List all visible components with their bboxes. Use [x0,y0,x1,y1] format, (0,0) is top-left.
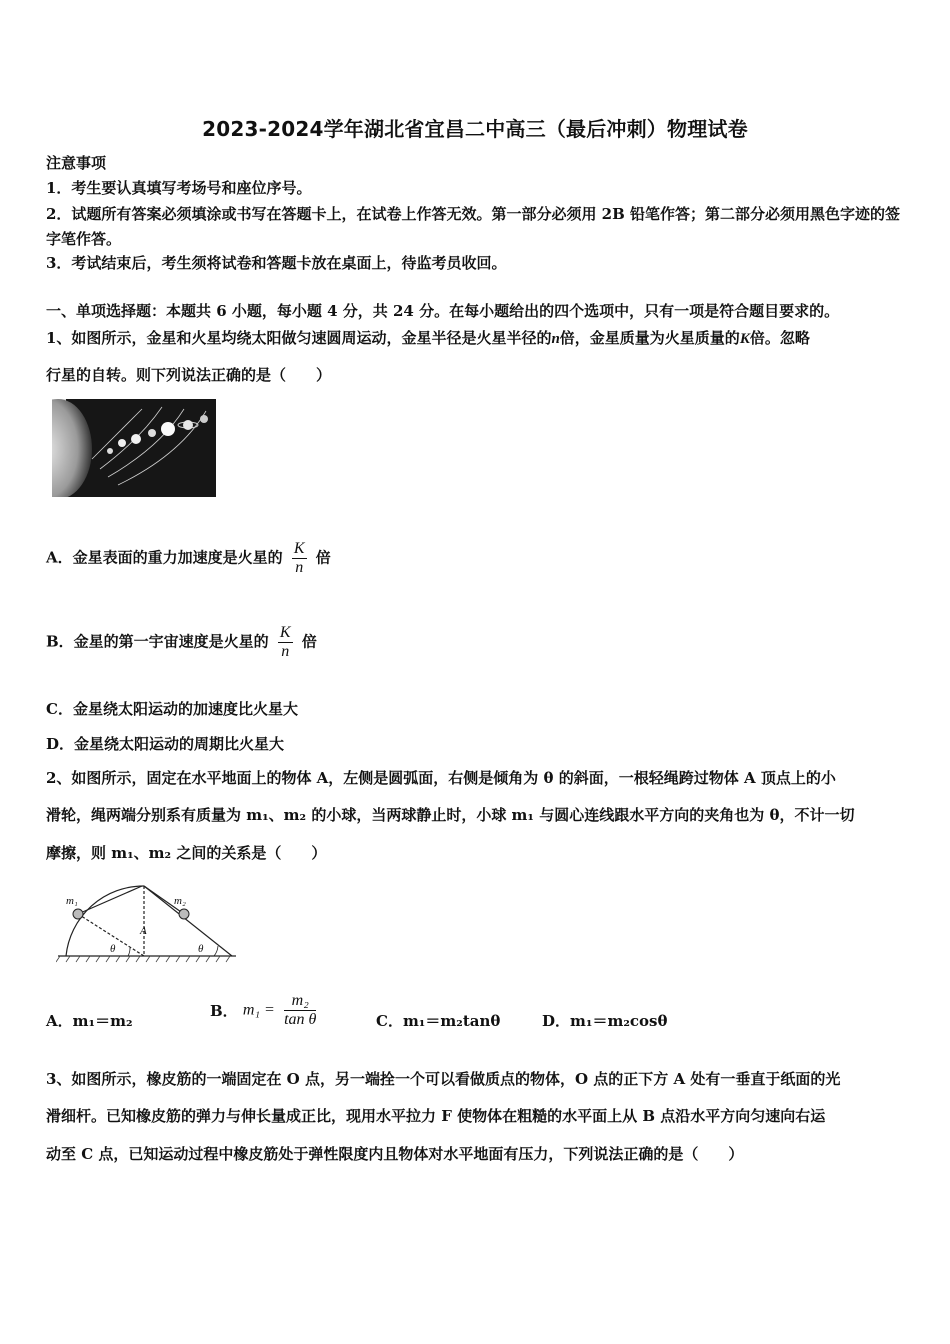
label-m2: m₂ [174,895,186,907]
notice-item-1: 1．考生要认真填写考场号和座位序号。 [46,179,312,197]
q1-option-b[interactable]: B．金星的第一宇宙速度是火星的 $\frac{K}{n}$ 倍 [46,624,317,660]
label-theta-2: θ [198,943,204,955]
label-a: A [140,925,147,937]
notice-item-3: 3．考试结束后，考生须将试卷和答题卡放在桌面上，待监考员收回。 [46,254,507,272]
solar-system-image [52,399,216,497]
q3-stem-line1: 3、如图所示，橡皮筋的一端固定在 O 点，另一端拴一个可以看做质点的物体，O 点的正下方 A 处有一垂直于纸面的光 [46,1070,841,1088]
q1-stem-line1: 1、如图所示，金星和火星均绕太阳做匀速圆周运动，金星半径是火星半径的n倍，金星质量为火星质量的K倍。忽略 [46,329,810,347]
q2-stem-line2: 滑轮，绳两端分别系有质量为 m₁、m₂ 的小球，当两球静止时，小球 m₁ 与圆心连线跟水平方向的夹角也为 θ，不计一切 [46,806,855,824]
q3-stem-line3: 动至 C 点，已知运动过程中橡皮筋处于弹性限度内且物体对水平地面有压力，下列说法正确的是（ ） [46,1145,744,1163]
label-m1: m₁ [66,895,78,907]
q2-stem-line1: 2、如图所示，固定在水平地面上的物体 A，左侧是圆弧面，右侧是倾角为 θ 的斜面，一根轻绳跨过物体 A 顶点上的小 [46,769,836,787]
page-title: 2023-2024学年湖北省宜昌二中高三（最后冲刺）物理试卷 [202,117,748,141]
q2-option-c[interactable]: C．m₁＝m₂tanθ [376,1012,501,1030]
section-heading: 一、单项选择题：本题共 6 小题，每小题 4 分，共 24 分。在每小题给出的四个选项中，只有一项是符合题目要求的。 [46,302,840,320]
q1-option-c[interactable]: C．金星绕太阳运动的加速度比火星大 [46,700,298,718]
q2-option-b[interactable]: B． m₁ = $\frac{\text{m₂}}{\text{tan θ}}$ [210,992,317,1028]
q2-option-a[interactable]: A．m₁＝m₂ [46,1012,133,1030]
q1-stem-line2: 行星的自转。则下列说法正确的是（ ） [46,366,332,384]
notice-item-2: 2．试题所有答案必须填涂或书写在答题卡上，在试卷上作答无效。第一部分必须用 2B 铅笔作答；第二部分必须用黑色字迹的签字笔作答。 [46,205,901,248]
q1-option-a-fraction: $\frac{K}{n}$ [293,540,305,576]
q1-option-a[interactable]: A．金星表面的重力加速度是火星的 $\frac{K}{n}$ 倍 [46,540,331,576]
q2-stem-line3: 摩擦，则 m₁、m₂ 之间的关系是（ ） [46,844,327,862]
q1-option-d[interactable]: D．金星绕太阳运动的周期比火星大 [46,735,285,753]
incline-arc-diagram [56,878,238,968]
q3-stem-line2: 滑细杆。已知橡皮筋的弹力与伸长量成正比，现用水平拉力 F 使物体在粗糙的水平面上从 B 点沿水平方向匀速向右运 [46,1107,826,1125]
q2-option-d[interactable]: D．m₁＝m₂cosθ [542,1012,668,1030]
label-theta-1: θ [110,943,116,955]
notice-heading: 注意事项 [46,154,107,172]
q2-option-b-fraction: $\frac{\text{m₂}}{\text{tan θ}}$ [284,992,317,1028]
q1-option-b-fraction: $\frac{K}{n}$ [279,624,291,660]
